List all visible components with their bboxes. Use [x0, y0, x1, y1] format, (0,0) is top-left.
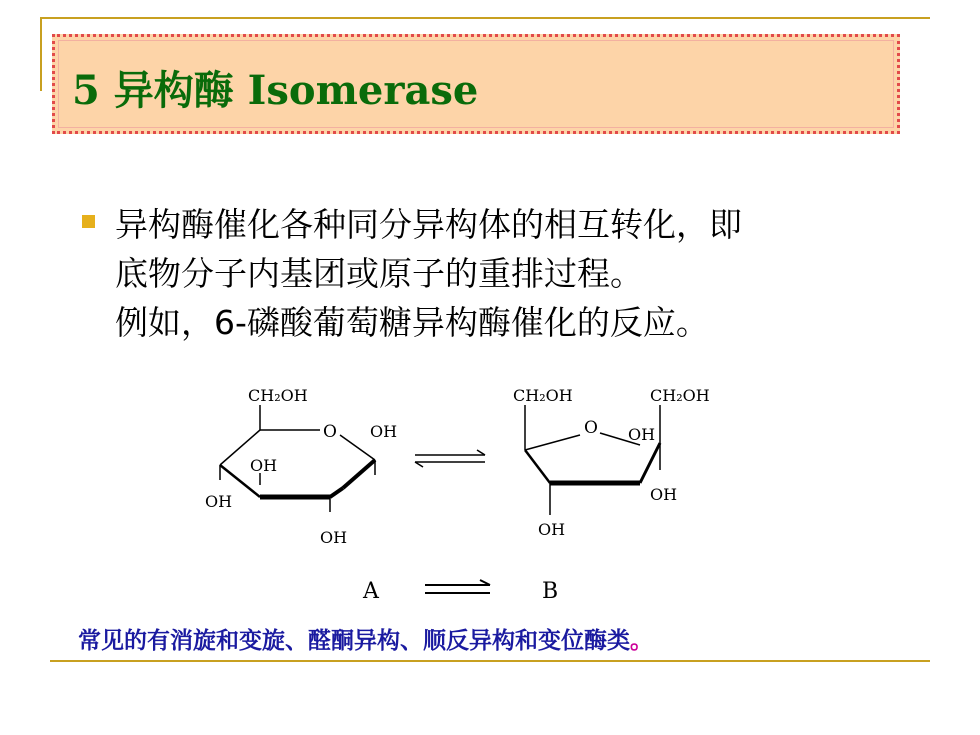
- fur-oh-top: OH: [628, 425, 656, 444]
- pyr-oh-right: OH: [370, 422, 398, 441]
- pyr-oh-bottom: OH: [320, 528, 348, 547]
- slide-title: 5 异构酶 Isomerase: [72, 67, 479, 114]
- equilibrium-arrow-icon: [415, 450, 485, 467]
- body-line-1: 异构酶催化各种同分异构体的相互转化，即: [115, 205, 742, 244]
- pyr-oh-left: OH: [205, 492, 233, 511]
- fur-ch2oh-right: CH₂OH: [650, 386, 710, 405]
- reaction-diagram: [180, 375, 780, 615]
- bottom-rule: [50, 660, 930, 662]
- ab-equilibrium-arrow-icon: [425, 580, 490, 593]
- pyr-ch2oh: CH₂OH: [248, 386, 308, 405]
- top-rule: [40, 17, 930, 19]
- pyr-oh-inner: OH: [250, 456, 278, 475]
- pyranose-structure: [220, 405, 375, 512]
- title-box: [52, 34, 900, 134]
- bullet-square-icon: [82, 215, 95, 228]
- pyr-ring-o: O: [323, 422, 337, 442]
- fur-ch2oh-left: CH₂OH: [513, 386, 573, 405]
- body-text: [115, 200, 905, 347]
- label-a: A: [363, 579, 379, 604]
- label-b: B: [542, 579, 559, 604]
- body-line-3: 例如，6-磷酸葡萄糖异构酶催化的反应。: [115, 303, 709, 342]
- fur-oh-right: OH: [650, 485, 678, 504]
- footer-note: [78, 622, 653, 655]
- fur-oh-bottom: OH: [538, 520, 566, 539]
- body-line-2: 底物分子内基团或原子的重排过程。: [115, 254, 643, 293]
- fur-ring-o: O: [584, 418, 598, 438]
- footer-note-dot: 。: [630, 628, 653, 654]
- footer-note-text: 常见的有消旋和变旋、醛酮异构、顺反异构和变位酶类: [78, 628, 630, 654]
- left-rule: [40, 17, 42, 91]
